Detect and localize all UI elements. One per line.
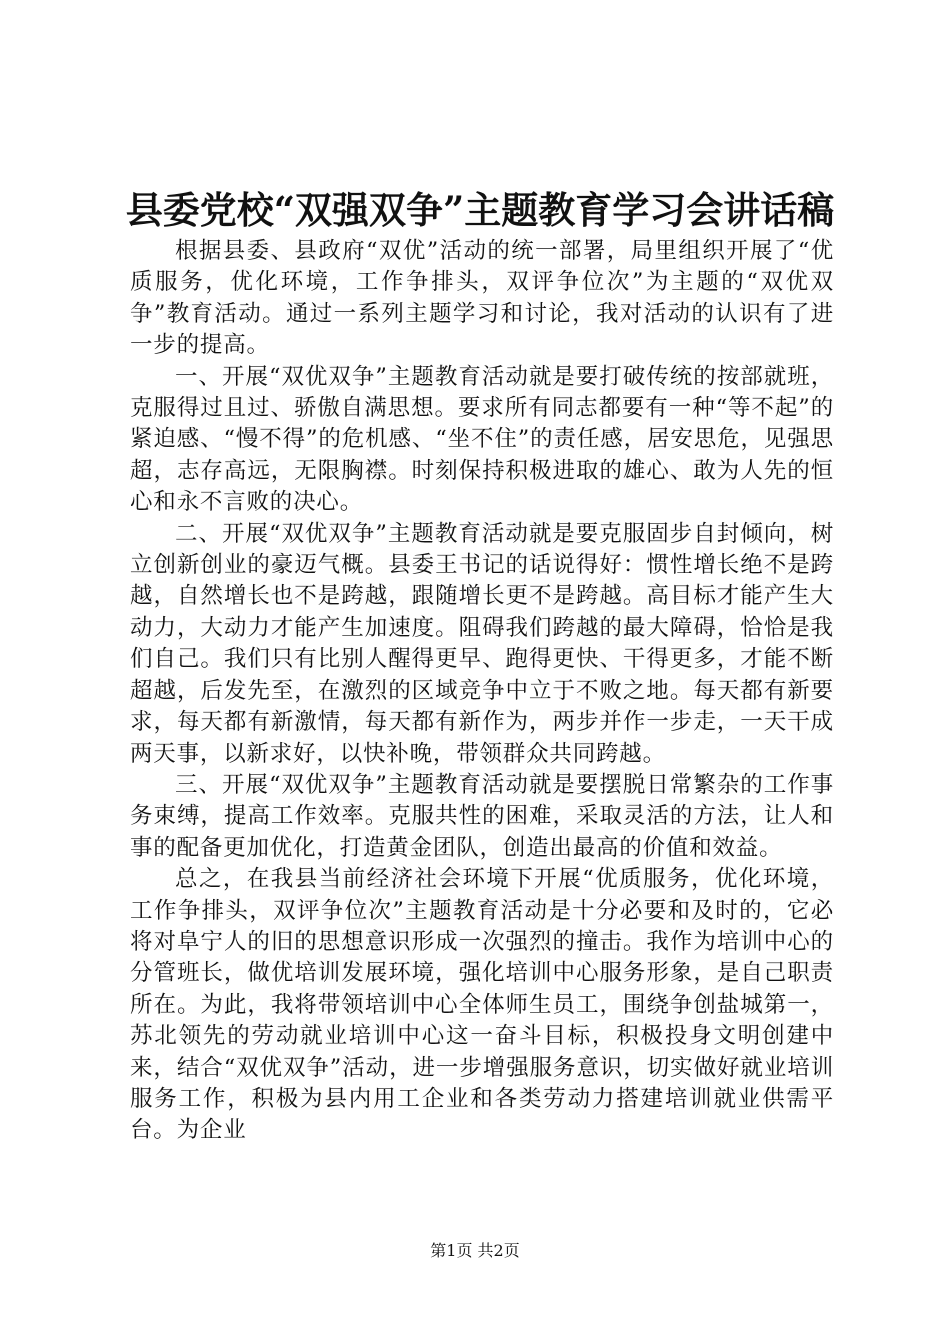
paragraph-intro: 根据县委、县政府“双优”活动的统一部署，局里组织开展了“优质服务，优化环境，工作争排头，双评争位次”为主题的“双优双争”教育活动。通过一系列主题学习和讨论，我对活动的认识有了进一步的提高。: [130, 238, 834, 359]
paragraph-point-one: 一、开展“双优双争”主题教育活动就是要打破传统的按部就班，克服得过且过、骄傲自满思想。要求所有同志都要有一种“等不起”的紧迫感、“慢不得”的危机感、“坐不住”的责任感，居安思危，见强思超，志存高远，无限胸襟。时刻保持积极进取的雄心、敢为人先的恒心和永不言败的决心。: [130, 363, 834, 516]
paragraph-point-two: 二、开展“双优双争”主题教育活动就是要克服固步自封倾向，树立创新创业的豪迈气概。县委王书记的话说得好：惯性增长绝不是跨越，自然增长也不是跨越，跟随增长更不是跨越。高目标才能产生大动力，大动力才能产生加速度。阻碍我们跨越的最大障碍，恰恰是我们自己。我们只有比别人醒得更早、跑得更快、干得更多，才能不断超越，后发先至，在激烈的区域竞争中立于不败之地。每天都有新要求，每天都有新激情，每天都有新作为，两步并作一步走，一天干成两天事，以新求好，以快补晚，带领群众共同跨越。: [130, 520, 834, 767]
document-body: [130, 236, 834, 1147]
page-number-footer: 第1页 共2页: [430, 1241, 520, 1260]
paragraph-point-three: 三、开展“双优双争”主题教育活动就是要摆脱日常繁杂的工作事务束缚，提高工作效率。克服共性的困难，采取灵活的方法，让人和事的配备更加优化，打造黄金团队，创造出最高的价值和效益。: [130, 771, 834, 861]
document-title: 县委党校“双强双争”主题教育学习会讲话稿: [125, 188, 835, 232]
paragraph-conclusion: 总之，在我县当前经济社会环境下开展“优质服务，优化环境，工作争排头，双评争位次”主题教育活动是十分必要和及时的，它必将对阜宁人的旧的思想意识形成一次强烈的撞击。我作为培训中心的分管班长，做优培训发展环境，强化培训中心服务形象，是自己职责所在。为此，我将带领培训中心全体师生员工，围绕争创盐城第一，苏北领先的劳动就业培训中心这一奋斗目标，积极投身文明创建中来，结合“双优双争”活动，进一步增强服务意识，切实做好就业培训服务工作，积极为县内用工企业和各类劳动力搭建培训就业供需平台。为企业: [130, 866, 834, 1144]
